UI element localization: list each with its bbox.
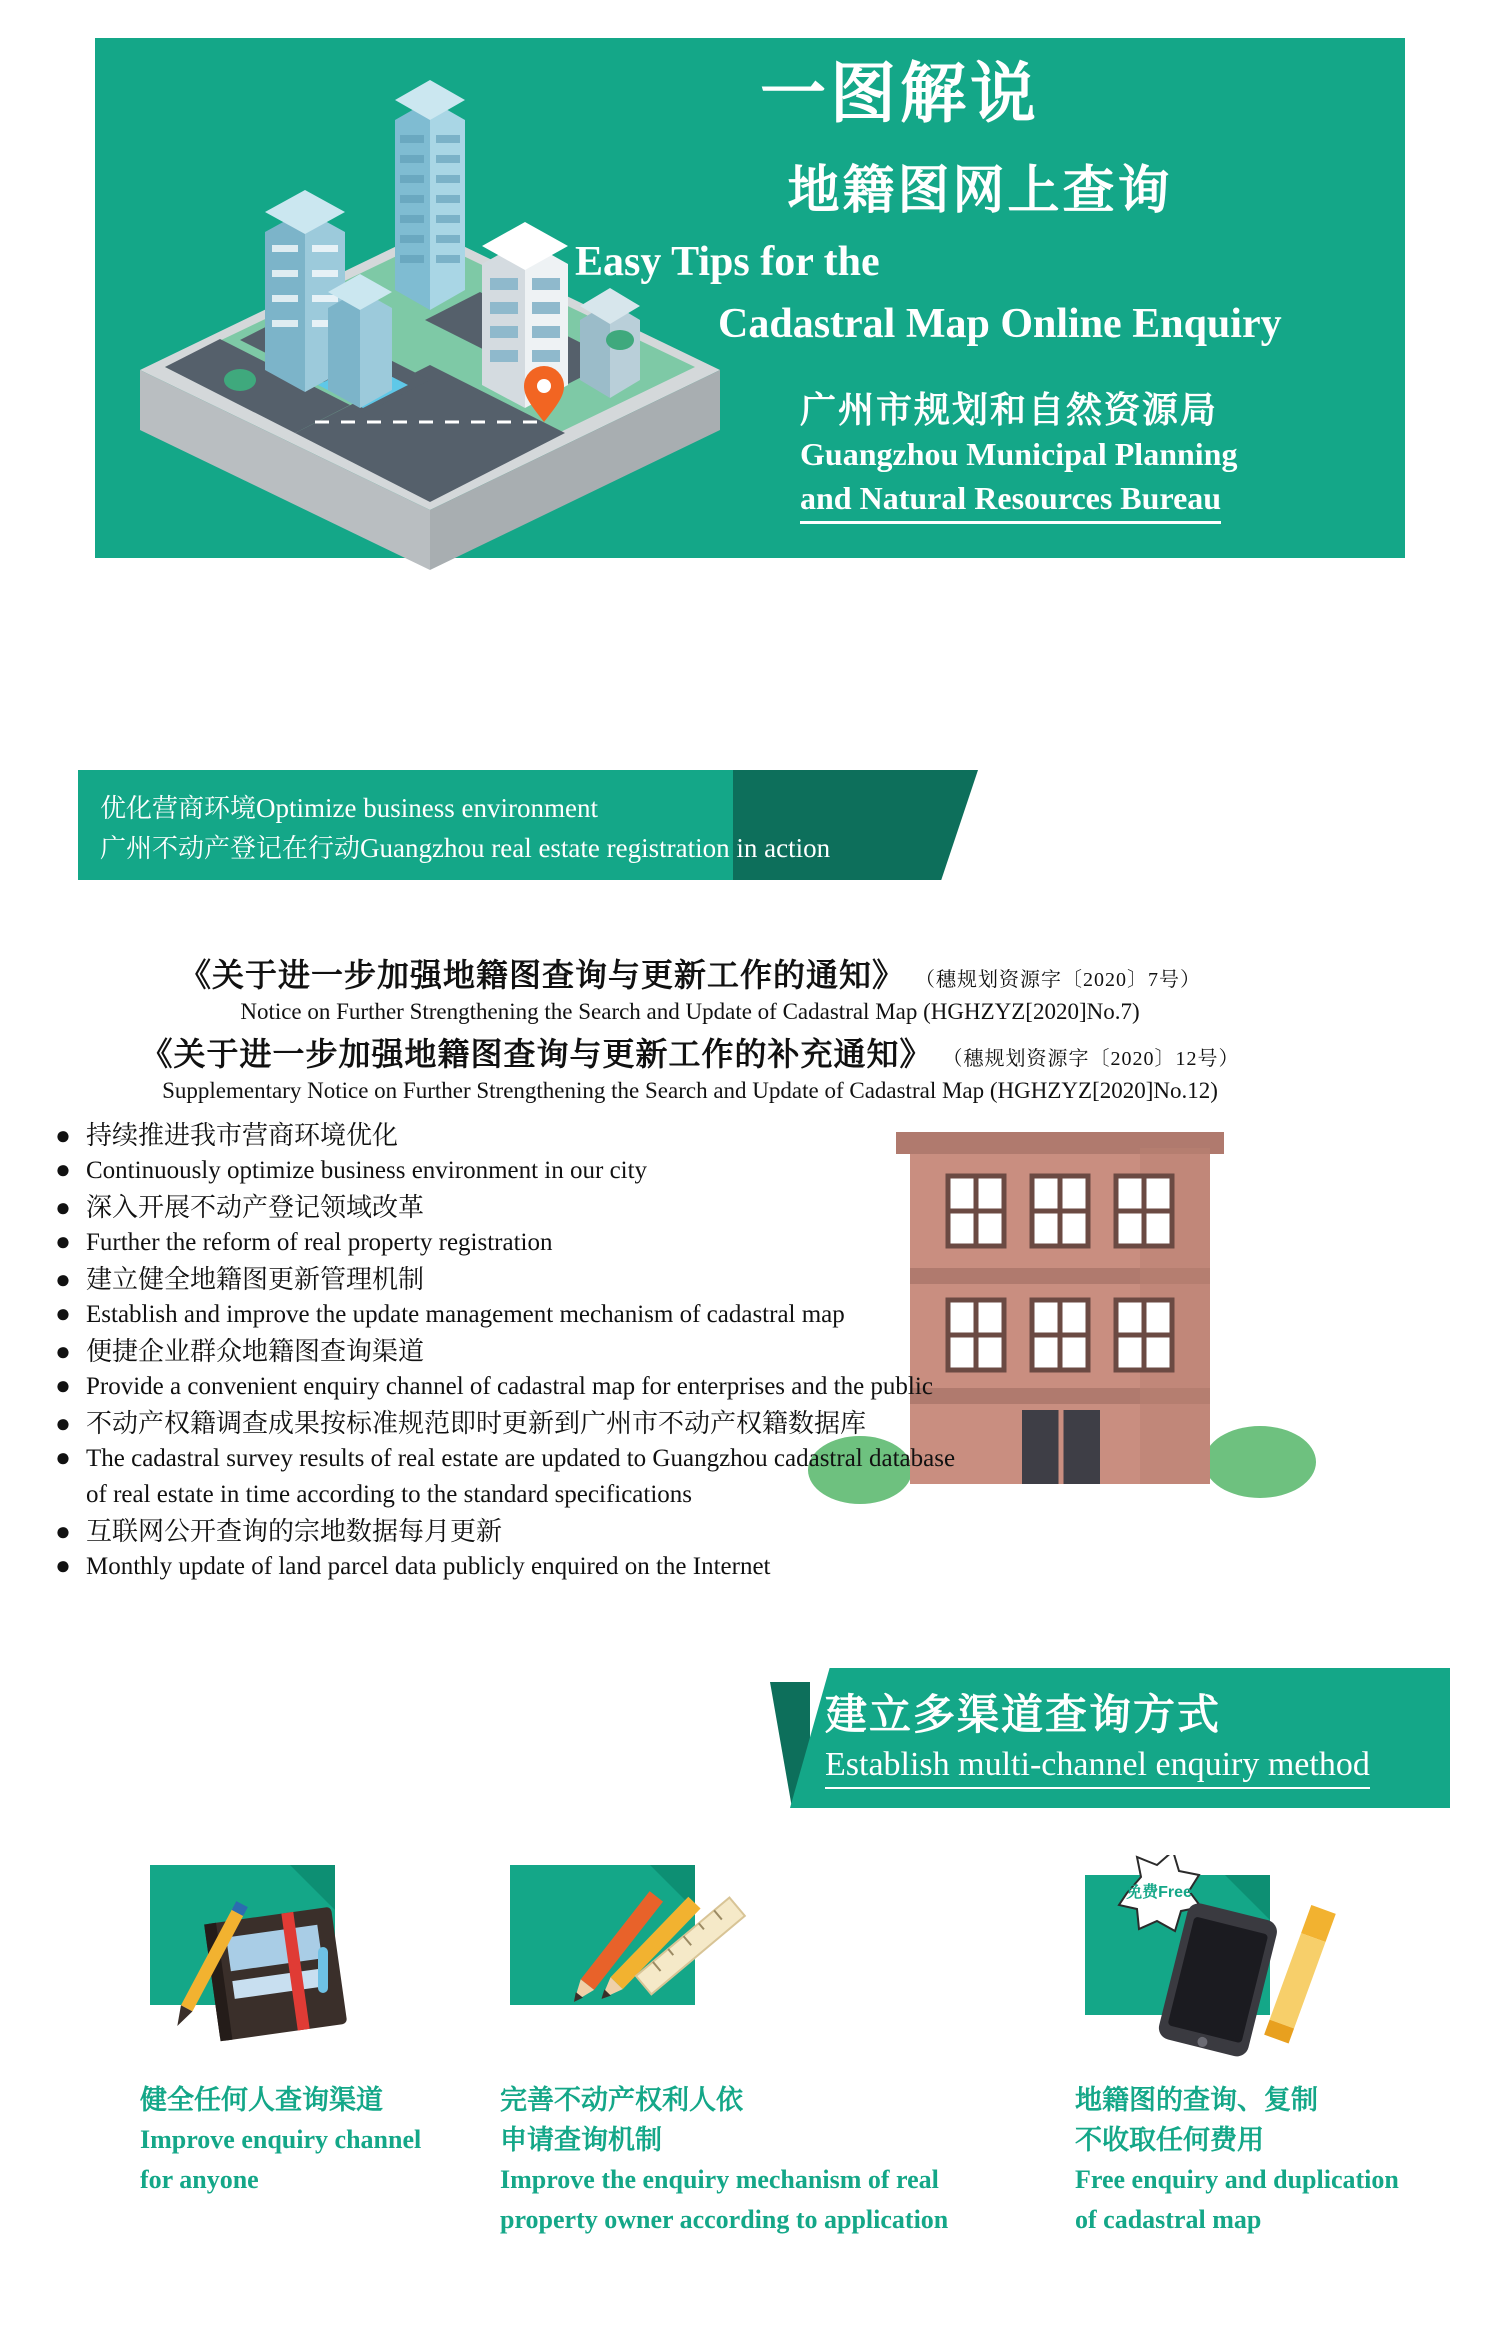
bullet-text: Continuously optimize business environment in our city (86, 1157, 648, 1184)
card-1-title-en-line1: Improve enquiry channel (140, 2125, 422, 2154)
card-3-title-cn-line1: 地籍图的查询、复制 (1075, 2085, 1318, 2115)
bullet-dot-icon: ● (55, 1299, 71, 1328)
notice-2-title-en: Supplementary Notice on Further Strengthening the Search and Update of Cadastral Map (HGHZYZ[2020]No.12) (162, 1077, 1218, 1103)
bullet-list (40, 1118, 1100, 1586)
bullet-item (40, 1550, 1100, 1584)
card-3-title-en-line1: Free enquiry and duplication (1075, 2165, 1399, 2194)
bullet-text: The cadastral survey results of real estate are updated to Guangzhou cadastral database (86, 1445, 956, 1472)
bullet-dot-icon: ● (55, 1265, 71, 1294)
hero-title-en-line2: Cadastral Map Online Enquiry (718, 301, 1282, 347)
ribbon-line-2 (100, 828, 830, 865)
slogan-ribbon (78, 770, 978, 880)
ribbon-line-1-en: Optimize business environment (256, 793, 598, 823)
card-owner-application-mechanism (500, 1855, 949, 2240)
ribbon-line-1-cn: 优化营商环境 (100, 793, 257, 823)
svg-text:免费Free: 免费Free (1126, 1884, 1192, 1901)
notice-2-title-cn (0, 1034, 1380, 1074)
bullet-text: Monthly update of land parcel data publicly enquired on the Internet (86, 1553, 771, 1580)
channel-cards (0, 1855, 1500, 2325)
bullet-text: Provide a convenient enquiry channel of cadastral map for enterprises and the public (86, 1373, 933, 1400)
ribbon-line-2-en: Guangzhou real estate registration in action (360, 833, 831, 863)
bullet-text: Establish and improve the update management mechanism of cadastral map (86, 1301, 845, 1328)
bullet-dot-icon: ● (55, 1443, 71, 1472)
bullet-text: 持续推进我市营商环境优化 (86, 1120, 399, 1150)
bullet-dot-icon: ● (55, 1409, 71, 1438)
card-2-title-cn-line2: 申请查询机制 (500, 2125, 662, 2155)
card-1-title-en-line2: for anyone (140, 2165, 259, 2194)
smartphone-free-icon (1075, 1855, 1375, 2075)
bullet-text: of real estate in time according to the standard specifications (86, 1481, 693, 1508)
bullet-item (40, 1370, 1100, 1404)
section-2-header (770, 1668, 1450, 1808)
notice-1-title-en: Notice on Further Strengthening the Search and Update of Cadastral Map (HGHZYZ[2020]No.7) (240, 999, 1140, 1024)
bullet-item (40, 1262, 1100, 1296)
hero-subtitle-cn: 地籍图网上查询 (787, 162, 1173, 220)
bullet-dot-icon (40, 1481, 86, 1507)
bullet-item (40, 1406, 1100, 1440)
bullet-item (40, 1442, 1100, 1476)
bullet-text: 不动产权籍调查成果按标准规范即时更新到广州市不动产权籍数据库 (86, 1408, 867, 1438)
notice-1-doc-number: （穗规划资源字〔2020〕7号） (914, 969, 1201, 991)
card-3-title-en-line2: of cadastral map (1075, 2205, 1262, 2234)
bullet-item (40, 1226, 1100, 1260)
card-2-title-en-line1: Improve the enquiry mechanism of real (500, 2165, 939, 2194)
section-2-title-cn: 建立多渠道查询方式 (825, 1691, 1222, 1738)
bullet-item (40, 1118, 1100, 1152)
hero-organization-en-line1: Guangzhou Municipal Planning (800, 436, 1238, 472)
card-free-enquiry (1075, 1855, 1500, 2240)
bullet-dot-icon: ● (55, 1551, 71, 1580)
ribbon-line-1 (100, 788, 598, 825)
hero-title-en-line1: Easy Tips for the (575, 239, 880, 285)
notice-2-doc-number: （穗规划资源字〔2020〕12号） (942, 1047, 1240, 1070)
bullet-text: Further the reform of real property registration (86, 1229, 553, 1256)
bullet-dot-icon: ● (55, 1193, 71, 1222)
card-1-title-cn: 健全任何人查询渠道 (140, 2085, 383, 2115)
bullet-dot-icon: ● (55, 1517, 71, 1546)
notice-1-title-cn (0, 955, 1380, 995)
card-2-title-en-line2: property owner according to application (500, 2205, 949, 2234)
notice-1-title-cn-text: 《关于进一步加强地籍图查询与更新工作的通知》 (179, 957, 906, 993)
bullet-dot-icon: ● (55, 1227, 71, 1256)
bullet-text: 便捷企业群众地籍图查询渠道 (86, 1336, 425, 1366)
hero-title-cn: 一图解说 (760, 56, 1040, 130)
bullet-item (40, 1154, 1100, 1188)
bullet-item (40, 1478, 1100, 1512)
notice-block (0, 955, 1380, 1112)
bullet-text: 建立健全地籍图更新管理机制 (86, 1264, 425, 1294)
pencils-ruler-icon (500, 1855, 800, 2075)
section-2-title-en: Establish multi-channel enquiry method (825, 1746, 1370, 1789)
bullet-text: 互联网公开查询的宗地数据每月更新 (86, 1516, 503, 1546)
bullet-dot-icon: ● (55, 1121, 71, 1150)
bullet-item (40, 1190, 1100, 1224)
notebook-pen-icon (140, 1855, 440, 2075)
bullet-dot-icon: ● (55, 1337, 71, 1366)
bullet-item (40, 1514, 1100, 1548)
hero-organization-cn: 广州市规划和自然资源局 (800, 389, 1219, 430)
hero-organization-en-line2: and Natural Resources Bureau (800, 480, 1221, 524)
ribbon-line-2-cn: 广州不动产登记在行动 (100, 833, 361, 863)
bullet-item (40, 1334, 1100, 1368)
bullet-item (40, 1298, 1100, 1332)
card-3-title-cn-line2: 不收取任何费用 (1075, 2125, 1264, 2155)
bullet-dot-icon: ● (55, 1371, 71, 1400)
notice-2-title-cn-text: 《关于进一步加强地籍图查询与更新工作的补充通知》 (140, 1035, 933, 1072)
bullet-text: 深入开展不动产登记领域改革 (86, 1192, 425, 1222)
bullet-dot-icon: ● (55, 1155, 71, 1184)
city-illustration (120, 40, 740, 700)
card-2-title-cn-line1: 完善不动产权利人依 (500, 2085, 743, 2115)
